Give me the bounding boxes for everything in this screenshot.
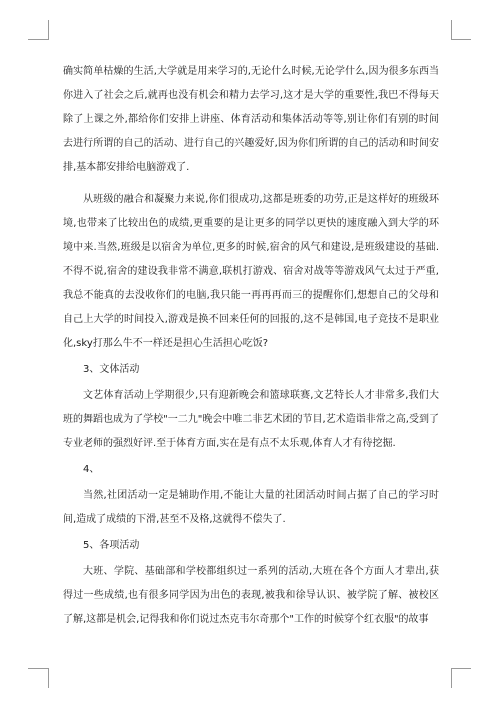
section-body-cultural-sports: 文艺体育活动上学期很少,只有迎新晚会和篮球联赛,文艺特长人才非常多,我们大班的舞蹈也成为了学校"一二九"晚会中唯二非艺术团的节目,艺术造诣非常之高,受到了专业老师的强烈好评.至于体育方面,实在是有点不太乐观,体育人才有待挖掘.: [63, 390, 439, 449]
section-heading-cultural-sports: 3、文体活动: [83, 364, 140, 375]
paragraph-gap: [63, 180, 439, 188]
crop-mark-bottom-left-horizontal: [28, 668, 48, 669]
paragraph-class-cohesion: 从班级的融合和凝聚力来说,你们很成功,这都是班委的功劳,正是这样好的班级环境,也带来了比较出色的成绩,更重要的是让更多的同学以更快的速度融入到大学的环境中来.当然,班级是以宿舍为单位,更多的时候,宿舍的风气和建设,是班级建设的基础.不得不说,宿舍的建设我非常不满意,联机打游戏、宿舍对战等等游戏风气太过于严重,我总不能真的去没收你们的电脑,我只能一再再再而三的提醒你们,想想自己的父母和自己上大学的时间投入,游戏是换不回来任何的回报的,这不是韩国,电子竞技不是职业化,sky打那么牛不一样还是担心生活担心吃饭?: [63, 194, 439, 349]
crop-mark-bottom-right-vertical: [451, 668, 452, 688]
crop-mark-bottom-right-horizontal: [451, 668, 471, 669]
crop-mark-top-left-vertical: [48, 20, 49, 40]
section-heading-4: 4、: [83, 464, 100, 475]
section-body-activities: 大班、学院、基础部和学校都组织过一系列的活动,大班在各个方面人才辈出,获得过一些成绩,也有很多同学因为出色的表现,被我和徐导认识、被学院了解、被校区了解,这都是机会,记得我和你们说过杰克韦尔奇那个"工作的时候穿个红衣服"的故事: [63, 566, 439, 625]
crop-mark-top-right-vertical: [451, 20, 452, 40]
crop-mark-top-left-horizontal: [28, 39, 48, 40]
section-body-clubs: 当然,社团活动一定是辅助作用,不能让大量的社团活动时间占据了自己的学习时间,造成了成绩的下滑,甚至不及格,这就得不偿失了.: [63, 490, 439, 525]
crop-mark-top-right-horizontal: [451, 39, 471, 40]
crop-mark-bottom-left-vertical: [48, 668, 49, 688]
document-body: [63, 60, 439, 632]
section-heading-activities: 5、各项活动: [83, 540, 140, 551]
paragraph-intro: 确实简单枯燥的生活,大学就是用来学习的,无论什么时候,无论学什么,因为很多东西当你进入了社会之后,就再也没有机会和精力去学习,这才是大学的重要性,我巴不得每天除了上课之外,都给你们安排上讲座、体育活动和集体活动等等,别让你们有别的时间去进行所谓的自己的活动、进行自己的兴趣爱好,因为你们所谓的自己的活动和时间安排,基本都安排给电脑游戏了.: [63, 66, 439, 173]
